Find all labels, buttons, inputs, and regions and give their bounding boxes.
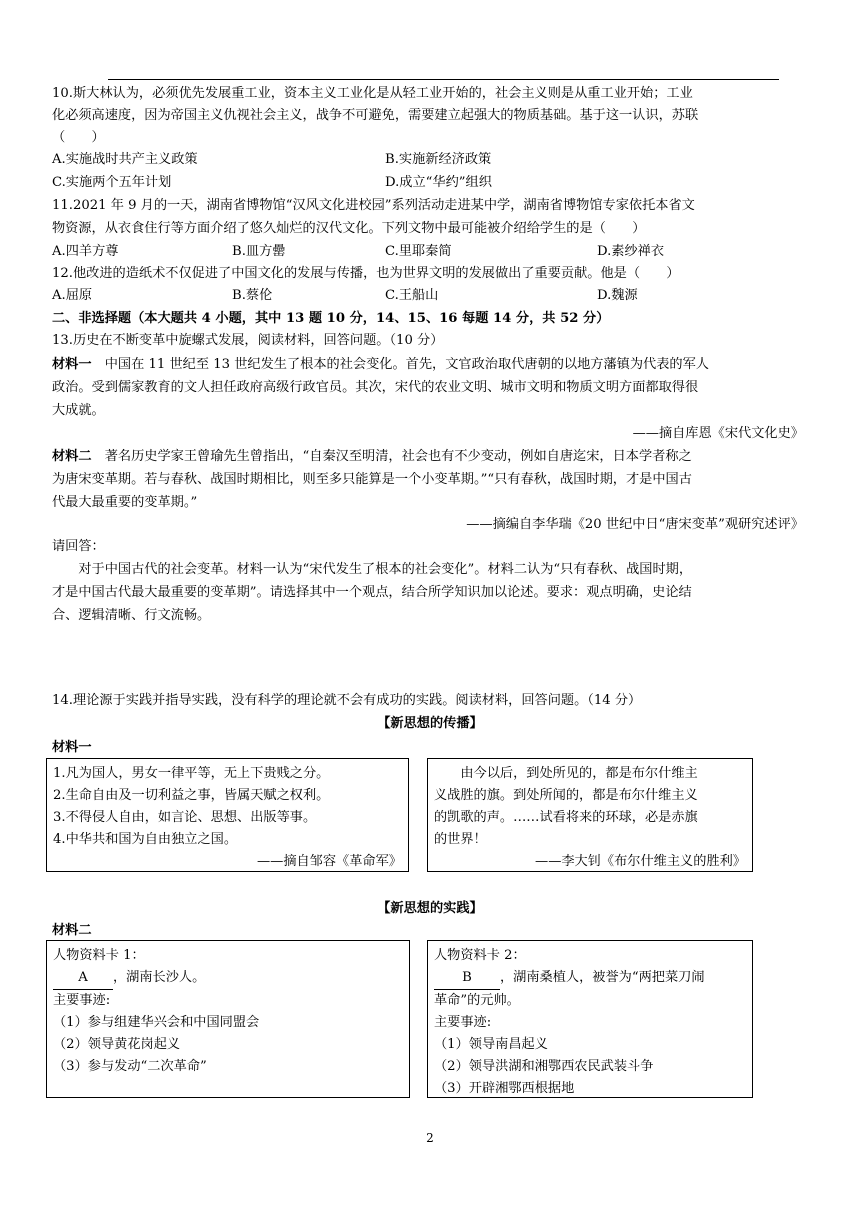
q14-material2-label: 材料二 xyxy=(52,923,92,938)
q13-material2-label: 材料二 xyxy=(52,449,92,464)
q11-line2: 物资源，从衣食住行等方面介绍了悠久灿烂的汉代文化。下列文物中最可能被介绍给学生的是（ ） xyxy=(52,221,646,236)
card2-blank: B xyxy=(434,967,500,990)
card2-deeds-label: 主要事迹: xyxy=(434,1015,492,1030)
box2-line: 的凯歌的声。……试看将来的环球，必是赤旗 xyxy=(434,810,698,825)
q10-option-c: C.实施两个五年计划 xyxy=(52,175,172,190)
card1-deeds-label: 主要事迹: xyxy=(53,993,111,1008)
quote-box-revolutionary-army xyxy=(46,758,409,872)
box2-source: ——李大钊《布尔什维主义的胜利》 xyxy=(535,854,746,869)
card1-deed: （3）参与发动“二次革命” xyxy=(53,1059,207,1074)
q12-option-b: B.蔡伦 xyxy=(232,288,273,303)
q14-material1-label: 材料一 xyxy=(52,740,92,755)
q13-material2-source: ——摘编自李华瑞《20 世纪中日“唐宋变革”观研究述评》 xyxy=(466,517,804,532)
page-number: 2 xyxy=(426,1131,434,1145)
card1-deed: （2）领导黄花岗起义 xyxy=(53,1037,181,1052)
q14-heading-spread: 【新思想的传播】 xyxy=(377,716,483,731)
section2-heading: 二、非选择题（本大题共 4 小题，其中 13 题 10 分，14、15、16 每题 14 分，共 52 分） xyxy=(52,311,610,326)
card1-title: 人物资料卡 1： xyxy=(53,948,145,963)
q11-option-a: A.四羊方尊 xyxy=(52,244,119,259)
q13-material1-source: ——摘自库恩《宋代文化史》 xyxy=(632,426,804,441)
q10-option-a: A.实施战时共产主义政策 xyxy=(52,152,198,167)
q13-ask-line3: 合、逻辑清晰、行文流畅。 xyxy=(52,608,211,623)
q14-heading-practice: 【新思想的实践】 xyxy=(377,901,483,916)
card1-name-line xyxy=(53,967,403,990)
q12-line1: 12.他改进的造纸术不仅促进了中国文化的发展与传播，也为世界文明的发展做出了重要贡献。他是（ ） xyxy=(52,266,680,281)
q13-material1-line2: 政治。受到儒家教育的文人担任政府高级行政官员。其次，宋代的农业文明、城市文明和物质文明方面都取得很 xyxy=(52,380,699,395)
header-rule xyxy=(108,79,779,80)
q11-option-b: B.皿方罍 xyxy=(232,244,286,259)
q14-title: 14.理论源于实践并指导实践，没有科学的理论就不会有成功的实践。阅读材料，回答问题。（14 分） xyxy=(52,693,642,708)
box1-line: 2.生命自由及一切利益之事，皆属天赋之权利。 xyxy=(53,788,330,803)
q13-ask-label: 请回答： xyxy=(52,539,105,554)
q10-line3: （ ） xyxy=(52,130,105,145)
q13-material1-label: 材料一 xyxy=(52,357,92,372)
profile-card-1 xyxy=(46,940,410,1098)
q13-material1-line3: 大成就。 xyxy=(52,403,105,418)
q13-ask-line2: 才是中国古代最大最重要的变革期”。请选择其中一个观点，结合所学知识加以论述。要求：观点明确，史论结 xyxy=(52,585,692,600)
card2-line2: 革命”的元帅。 xyxy=(434,993,520,1008)
box1-line: 4.中华共和国为自由独立之国。 xyxy=(53,832,238,847)
q13-material2-text1: 著名历史学家王曾瑜先生曾指出，“自秦汉至明清，社会也有不少变动，例如自唐迄宋，日本学者称之 xyxy=(91,449,692,464)
q11-option-c: C.里耶秦简 xyxy=(385,244,452,259)
box1-line: 3.不得侵人自由，如言论、思想、出版等事。 xyxy=(53,810,317,825)
card2-origin: ，湖南桑植人，被誉为“两把菜刀闹 xyxy=(500,970,705,985)
q10-line2: 化必须高速度，因为帝国主义仇视社会主义，战争不可避免，需要建立起强大的物质基础。基于这一认识，苏联 xyxy=(52,108,699,123)
q12-option-c: C.王船山 xyxy=(385,288,439,303)
quote-box-bolshevism xyxy=(427,758,753,872)
q13-material2-line3: 代最大最重要的变革期。” xyxy=(52,495,198,510)
card2-title: 人物资料卡 2： xyxy=(434,948,526,963)
q13-title: 13.历史在不断变革中旋螺式发展，阅读材料，回答问题。（10 分） xyxy=(52,333,444,348)
q13-material1-line1 xyxy=(52,355,709,375)
q12-option-d: D.魏源 xyxy=(597,288,638,303)
card2-name-line xyxy=(434,967,746,990)
q13-material1-text1: 中国在 11 世纪至 13 世纪发生了根本的社会变化。首先，文官政治取代唐朝的以地方藩镇为代表的军人 xyxy=(91,357,709,372)
card1-blank: A xyxy=(53,967,113,990)
q10-option-d: D.成立“华约”组织 xyxy=(385,175,492,190)
q13-material2-line1 xyxy=(52,447,692,467)
box2-line: 义战胜的旗。到处所闻的，都是布尔什维主义 xyxy=(434,788,698,803)
q13-material2-line2: 为唐宋变革期。若与春秋、战国时期相比，则至多只能算是一个小变革期。”“只有春秋，战国时期，才是中国古 xyxy=(52,472,692,487)
card2-deed: （2）领导洪湖和湘鄂西农民武装斗争 xyxy=(434,1059,654,1074)
profile-card-2 xyxy=(427,940,753,1098)
box2-line: 的世界！ xyxy=(434,832,487,847)
box1-line: 1.凡为国人，男女一律平等，无上下贵贱之分。 xyxy=(53,766,330,781)
card2-deed: （1）领导南昌起义 xyxy=(434,1037,548,1052)
q11-option-d: D.素纱禅衣 xyxy=(597,244,665,259)
q11-line1: 11.2021 年 9 月的一天，湖南省博物馆“汉风文化进校园”系列活动走进某中学，湖南省博物馆专家依托本省文 xyxy=(52,198,695,213)
q13-ask-line1: 对于中国古代的社会变革。材料一认为“宋代发生了根本的社会变化”。材料二认为“只有春秋、战国时期， xyxy=(52,562,693,577)
box1-source: ——摘自邹容《革命军》 xyxy=(256,854,402,869)
q10-option-b: B.实施新经济政策 xyxy=(385,152,492,167)
card2-deed: （3）开辟湘鄂西根据地 xyxy=(434,1081,575,1096)
q12-option-a: A.屈原 xyxy=(52,288,93,303)
box2-line: 由今以后，到处所见的，都是布尔什维主 xyxy=(434,766,698,781)
q10-line1: 10.斯大林认为，必须优先发展重工业，资本主义工业化是从轻工业开始的，社会主义则是从重工业开始；工业 xyxy=(52,86,693,101)
card1-deed: （1）参与组建华兴会和中国同盟会 xyxy=(53,1015,260,1030)
card1-origin: ，湖南长沙人。 xyxy=(113,970,206,985)
